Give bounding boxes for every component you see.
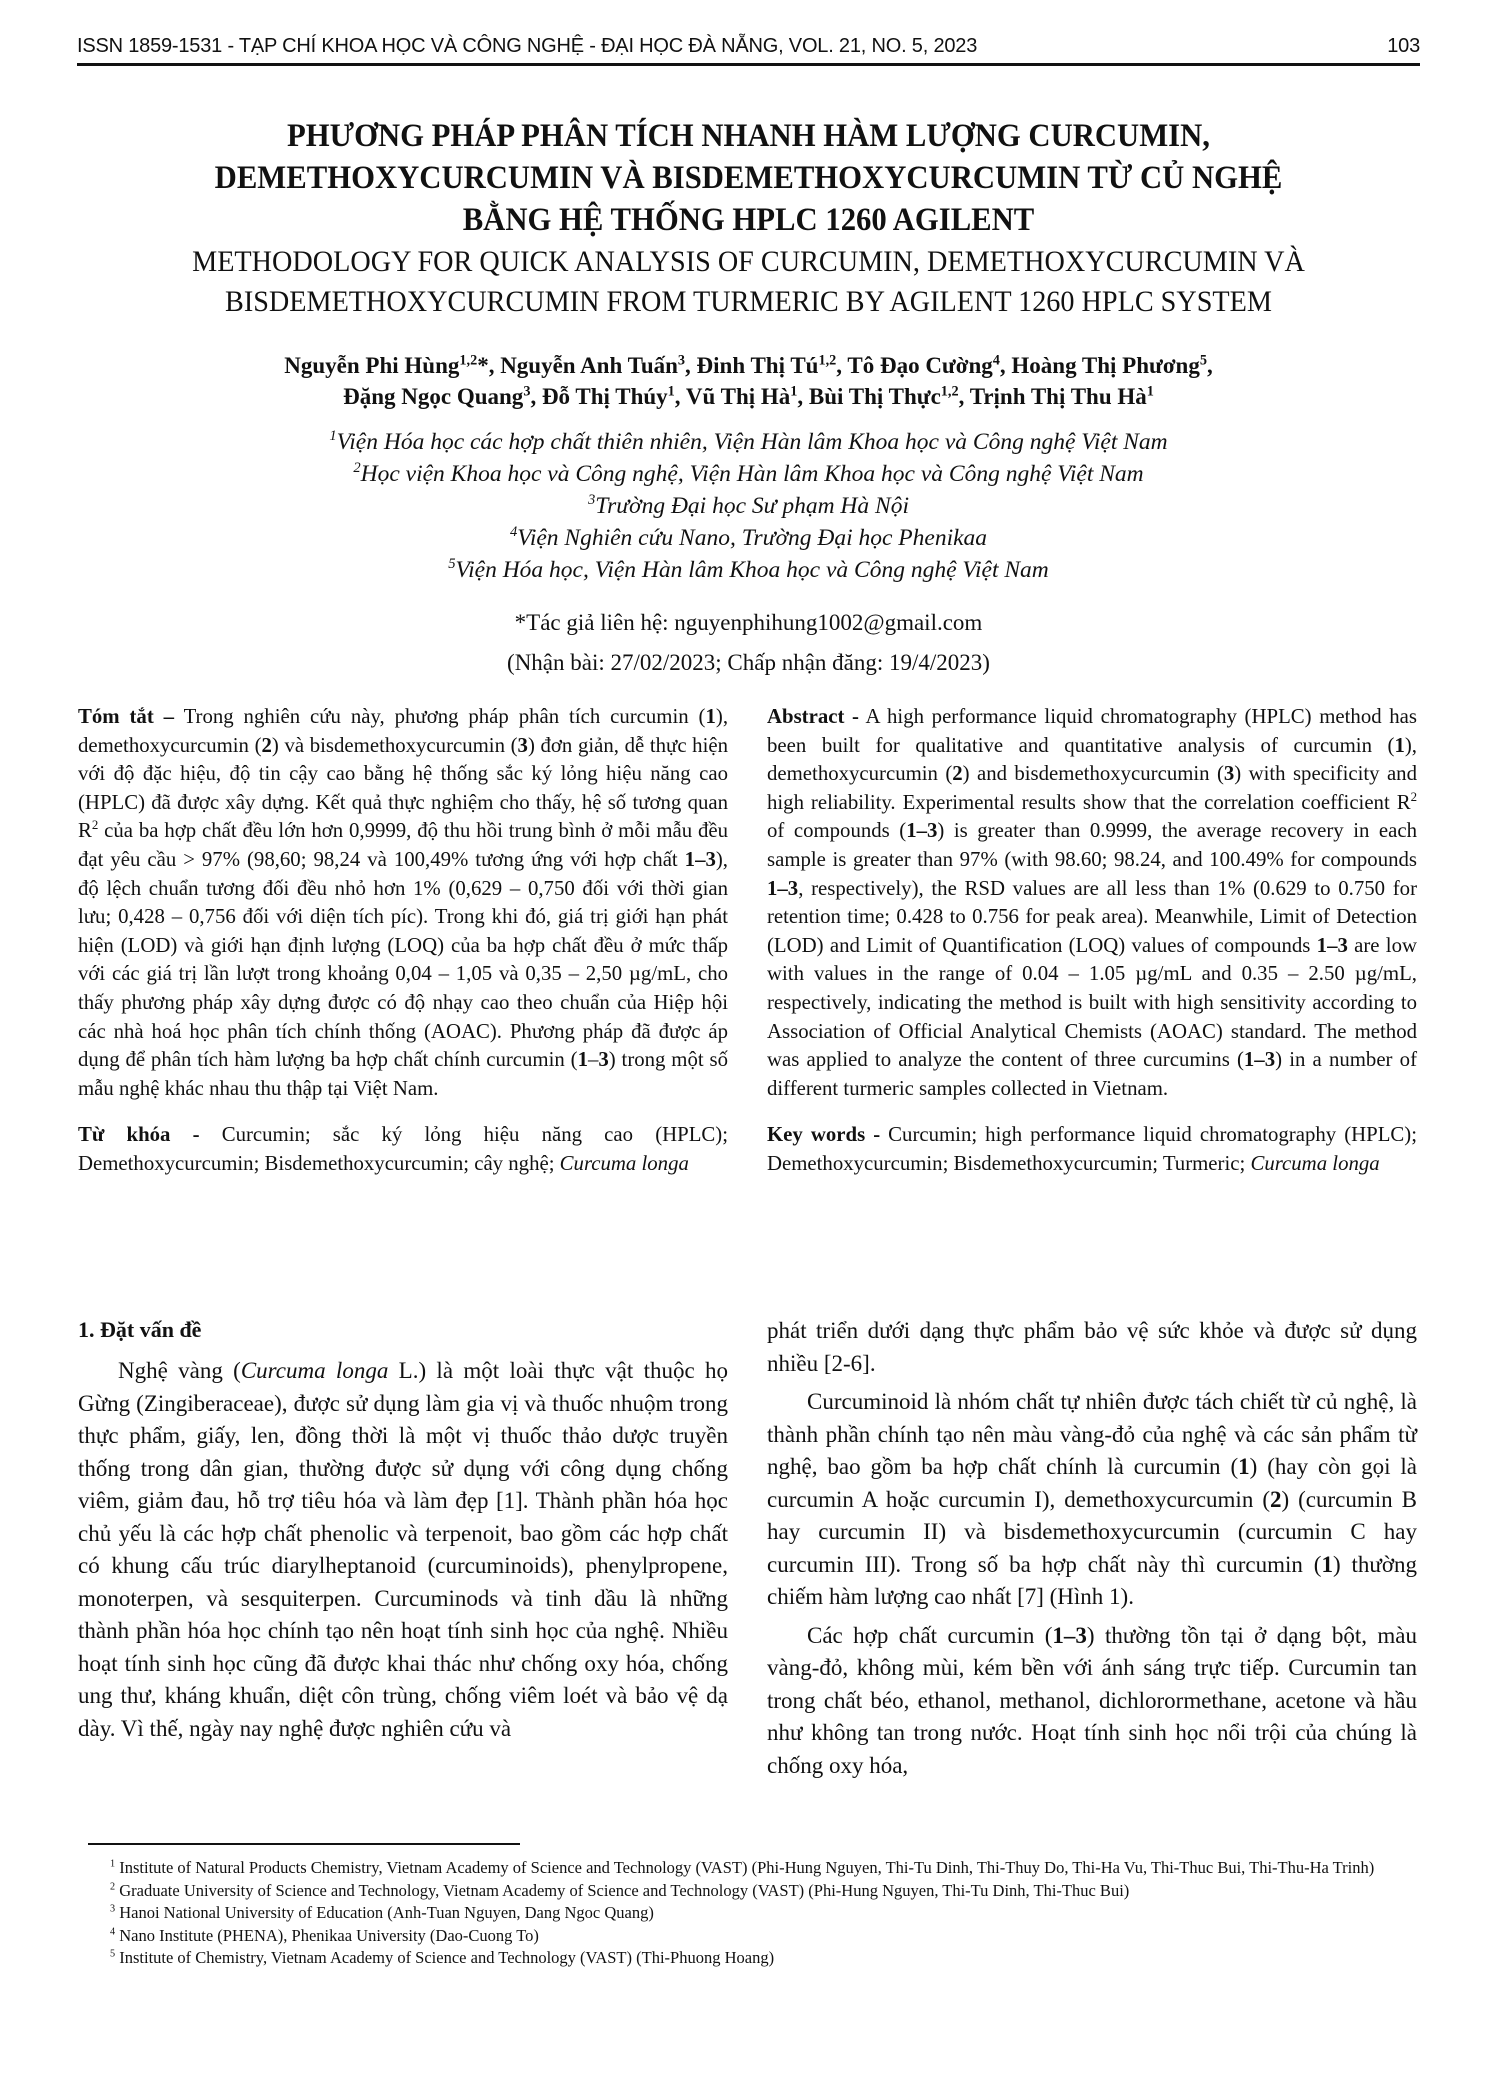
page-number: 103	[1387, 35, 1420, 57]
affiliation: $^3$Trường Đại học Sư phạm Hà Nội	[588, 492, 909, 519]
paragraph: Nghệ vàng (Curcuma longa L.) là một loài thực vật thuộc họ Gừng (Zingiberaceae), được sử dụng làm gia vị và thuốc nhuộm trong thực phẩm, giấy, len, đồng thời là một vị thuốc thảo dược truyền thống trong dân gian, thường được sử dụng với công dụng chống viêm, giảm đau, hỗ trợ tiêu hóa và làm đẹp [1]. Thành phần hóa học chủ yếu là các hợp chất phenolic và terpenoit, bao gồm các hợp chất có khung cấu trúc diarylheptanoid (curcuminoids), phenylpropene, monoterpen, và sesquiterpen. Curcuminods và tinh dầu là những thành phần hóa học chính tạo nên hoạt tính sinh học của nghệ. Nhiều hoạt tính sinh học cũng đã được khai thác như chống oxy hóa, chống ung thư, kháng khuẩn, diệt côn trùng, chống viêm loét và bảo vệ dạ dày. Vì thế, ngày nay nghệ được nghiên cứu và	[78, 1358, 729, 1741]
footnote: $^1$ Institute of Natural Products Chemistry, Vietnam Academy of Science and Technology (VAST) (Phi-Hung Nguyen, Thi-Tu Dinh, Thi-Thuy Do, Thi-Ha Vu, Thi-Thuc Bui, Thi-Thu-Ha Trinh)	[110, 1858, 1375, 1877]
section-heading: 1. Đặt vấn đề	[78, 1317, 202, 1342]
author-line	[150, 350, 1347, 381]
contact-info	[150, 603, 1347, 683]
paragraph: Các hợp chất curcumin (1–3) thường tồn tại ở dạng bột, màu vàng-đỏ, không mùi, kém bền với ánh sáng trực tiếp. Curcumin tan trong chất béo, ethanol, methanol, dichlorormethane, acetone và hầu như không tan trong nước. Hoạt tính sinh học nổi trội của chúng là chống oxy hóa,	[767, 1622, 1418, 1778]
footnote: $^5$ Institute of Chemistry, Vietnam Academy of Science and Technology (VAST) (Thi-Phuong Hoang)	[110, 1948, 775, 1967]
title-en-line: BISDEMETHOXYCURCUMIN FROM TURMERIC BY AGILENT 1260 HPLC SYSTEM	[225, 285, 1272, 318]
paragraph: Curcuminoid là nhóm chất tự nhiên được tách chiết từ củ nghệ, là thành phần chính tạo nên màu vàng-đỏ của nghệ và các sản phẩm từ nghệ, bao gồm ba hợp chất chính là curcumin (1) (hay còn gọi là curcumin A hoặc curcumin I), demethoxycurcumin (2) (curcumin B hay curcumin II) và bisdemethoxycurcumin (curcumin C hay curcumin III). Trong số ba hợp chất này thì curcumin (1) thường chiếm hàm lượng cao nhất [7] (Hình 1).	[767, 1389, 1417, 1609]
author: Đặng Ngọc Quang$^3$,	[343, 383, 542, 409]
affiliation: $^4$Viện Nghiên cứu Nano, Trường Đại học Phenikaa	[509, 524, 988, 551]
author: Đinh Thị Tú$^{1,2}$,	[696, 352, 848, 378]
keywords-english: Key words - Curcumin; high performance liquid chromatography (HPLC); Demethoxycurcumin; Bisdemethoxycurcumin; Turmeric; Curcuma longa	[767, 1123, 1417, 1175]
abstract-english	[767, 703, 1417, 1179]
author: Nguyễn Anh Tuấn$^3$,	[500, 352, 697, 378]
abstract-en-text: Abstract - A high performance liquid chromatography (HPLC) method has been built for qualitative and quantitative analysis of curcumin (1), demethoxycurcumin (2) and bisdemethoxycurcumin (3) with specificity and high reliability. Experimental results show that the correlation coefficient $R^2$ of compounds (1–3) is greater than 0.9999, the average recovery in each sample is greater than 97% (with 98.60; 98.24, and 100.49% for compounds 1–3, respectively), the RSD values are all less than 1% (0.629 to 0.750 for retention time; 0.428 to 0.756 for peak area). Meanwhile, Limit of Detection (LOD) and Limit of Quantification (LOQ) values of compounds 1–3 are low with values in the range of 0.04 – 1.05 µg/mL and 0.35 – 2.50 µg/mL, respectively, indicating the method is built with high sensitivity according to Association of Official Analytical Chemists (AOAC) standard. The method was applied to analyze the content of three curcumins (1–3) in a number of different turmeric samples collected in Vietnam.	[767, 705, 1418, 1100]
title-vn-line: BẰNG HỆ THỐNG HPLC 1260 AGILENT	[462, 202, 1035, 238]
footnote: $^2$ Graduate University of Science and Technology, Vietnam Academy of Science and Technology (VAST) (Phi-Hung Nguyen, Thi-Tu Dinh, Thi-Thuc Bui)	[110, 1880, 1130, 1900]
affiliation: $^5$Viện Hóa học, Viện Hàn lâm Khoa học và Công nghệ Việt Nam	[448, 556, 1049, 583]
author: Vũ Thị $Hà^1$,	[685, 383, 809, 409]
journal-info: ISSN 1859-1531 - TẠP CHÍ KHOA HỌC VÀ CÔNG NGHỆ - ĐẠI HỌC ĐÀ NẴNG, VOL. 21, NO. 5, 2023	[77, 35, 978, 57]
body-column-right	[767, 1315, 1417, 1788]
abstract-vn-text: Tóm tắt – Trong nghiên cứu này, phương pháp phân tích curcumin (1), demethoxycurcumin (2) và bisdemethoxycurcumin (3) đơn giản, dễ thực hiện với độ đặc hiệu, độ tin cậy cao bằng hệ thống sắc ký lỏng hiệu năng cao (HPLC) đã được xây dựng. Kết quả thực nghiệm cho thấy, hệ số tương quan $R^2$ của ba hợp chất đều lớn hơn 0,9999, độ thu hồi trung bình ở mỗi mẫu đều đạt yêu cầu > 97% (98,60; 98,24 và 100,49% tương ứng với hợp chất 1–3), độ lệch chuẩn tương đối đều nhỏ hơn 1% (0,629 – 0,750 đối với thời gian lưu; 0,428 – 0,756 đối với diện tích píc). Trong khi đó, giá trị giới hạn phát hiện (LOD) và giới hạn định lượng (LOQ) của ba hợp chất đều ở mức thấp với các giá trị lần lượt trong khoảng 0,04 – 1,05 và 0,35 – 2,50 µg/mL, cho thấy phương pháp xây dựng được có độ nhạy cao theo chuẩn của Hiệp hội các nhà hoá học phân tích chính thống (AOAC). Phương pháp đã được áp dụng để phân tích hàm lượng ba hợp chất chính curcumin (1–3) trong một số mẫu nghệ khác nhau thu thập tại Việt Nam.	[78, 705, 729, 1100]
paragraph-continuation: phát triển dưới dạng thực phẩm bảo vệ sức khỏe và được sử dụng nhiều [2-6].	[767, 1318, 1417, 1376]
affiliation: $^2$Học viện Khoa học và Công nghệ, Viện Hàn lâm Khoa học và Công nghệ Việt Nam	[353, 460, 1144, 487]
author: Đỗ Thị Thúy$^1$,	[541, 383, 686, 409]
title-vietnamese	[108, 115, 1389, 241]
abstract-vietnamese	[78, 703, 728, 1179]
title-english	[101, 242, 1395, 322]
footnote-divider	[88, 1843, 520, 1845]
footnotes	[110, 1857, 1427, 1970]
title-vn-line: PHƯƠNG PHÁP PHÂN TÍCH NHANH HÀM LƯỢNG CURCUMIN,	[287, 118, 1210, 154]
footnote: $^3$ Hanoi National University of Education (Anh-Tuan Nguyen, Dang Ngoc Quang)	[110, 1903, 654, 1922]
author: Trịnh Thị Thu $Hà^1$	[969, 383, 1154, 409]
submission-dates: (Nhận bài: 27/02/2023; Chấp nhận đăng: 19/4/2023)	[507, 650, 990, 675]
title-en-line: METHODOLOGY FOR QUICK ANALYSIS OF CURCUMIN, DEMETHOXYCURCUMIN VÀ	[192, 245, 1305, 278]
author-list	[150, 350, 1347, 412]
author: Tô Đạo Cường$^4$,	[847, 352, 1012, 378]
title-vn-line: DEMETHOXYCURCUMIN VÀ BISDEMETHOXYCURCUMIN TỪ CỦ NGHỆ	[214, 160, 1283, 196]
author: Nguyễn Phi Hùng$^{1,2}$*,	[284, 352, 501, 378]
running-header	[77, 26, 1420, 66]
affiliation: $^1$Viện Hóa học các hợp chất thiên nhiên, Viện Hàn lâm Khoa học và Công nghệ Việt Nam	[329, 428, 1168, 455]
author: Hoàng Thị Phương$^5$,	[1011, 352, 1213, 378]
corresponding-author-email: *Tác giả liên hệ: nguyenphihung1002@gmail.com	[514, 610, 983, 635]
body-column-left	[78, 1315, 728, 1751]
footnote: $^4$ Nano Institute (PHENA), Phenikaa University (Dao-Cuong To)	[110, 1925, 539, 1945]
author-line	[150, 381, 1347, 412]
author: Bùi Thị Thực$^{1,2}$,	[808, 383, 970, 409]
affiliation-list	[150, 426, 1347, 586]
keywords-vietnamese: Từ khóa - Curcumin; sắc ký lỏng hiệu năng cao (HPLC); Demethoxycurcumin; Bisdemethoxycurcumin; cây nghệ; Curcuma longa	[78, 1123, 728, 1175]
